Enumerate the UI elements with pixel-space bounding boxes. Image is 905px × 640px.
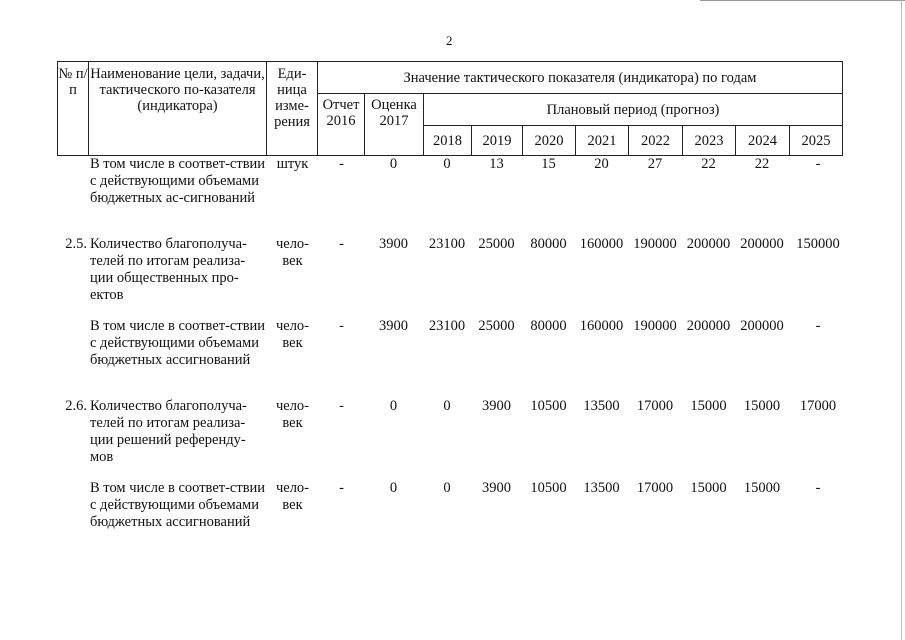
header-plan-period: Плановый период (прогноз) bbox=[424, 94, 843, 126]
value-2022: 190000 bbox=[633, 318, 677, 334]
value-2020: 10500 bbox=[530, 480, 567, 496]
indicator-name: В том числе в соответ-ствии с действующими объемами бюджетных ассигнований bbox=[90, 318, 266, 368]
value-2022: 27 bbox=[647, 156, 663, 172]
value-2021: 20 bbox=[594, 156, 609, 172]
value-2019: 25000 bbox=[478, 318, 515, 334]
value-2018: 0 bbox=[443, 480, 451, 496]
value-2020: 15 bbox=[541, 156, 556, 172]
value-2022: 17000 bbox=[636, 398, 674, 414]
value-2023: 22 bbox=[701, 156, 716, 172]
header-estimate: Оценка 2017 bbox=[365, 94, 424, 156]
value-2018: 23100 bbox=[428, 236, 466, 252]
header-year: 2020 bbox=[523, 126, 576, 156]
value-2025: 150000 bbox=[796, 236, 840, 252]
header-year: 2024 bbox=[736, 126, 790, 156]
value-2021: 160000 bbox=[579, 318, 624, 334]
value-2023: 15000 bbox=[690, 480, 727, 496]
value-2023: 200000 bbox=[686, 318, 731, 334]
value-2024: 200000 bbox=[740, 236, 784, 252]
value-2023: 15000 bbox=[690, 398, 727, 414]
value-2017: 0 bbox=[389, 480, 398, 496]
header-report: Отчет 2016 bbox=[318, 94, 365, 156]
value-2022: 190000 bbox=[633, 236, 677, 252]
value-2018: 0 bbox=[443, 156, 451, 172]
table-header bbox=[57, 61, 843, 156]
header-name: Наименование цели, задачи, тактического по-казателя (индикатора) bbox=[89, 62, 267, 156]
header-unit: Еди-ница изме-рения bbox=[267, 62, 318, 156]
value-2021: 13500 bbox=[583, 398, 620, 414]
header-year: 2022 bbox=[629, 126, 683, 156]
value-2020: 10500 bbox=[530, 398, 567, 414]
value-2025: - bbox=[815, 480, 821, 496]
header-year: 2023 bbox=[683, 126, 736, 156]
value-2016: - bbox=[339, 318, 344, 334]
scan-edge-line-right bbox=[901, 0, 902, 640]
row-number: 2.5. bbox=[65, 236, 87, 252]
value-2019: 13 bbox=[489, 156, 504, 172]
value-2017: 0 bbox=[389, 398, 398, 414]
header-year: 2021 bbox=[576, 126, 629, 156]
indicator-name: Количество благополуча-телей по итогам реализа-ции общественных про-ектов bbox=[90, 236, 247, 303]
header-value-title: Значение тактического показателя (индикатора) по годам bbox=[318, 62, 843, 94]
value-2016: - bbox=[339, 156, 344, 172]
unit: чело-век bbox=[275, 318, 310, 351]
page-number: 2 bbox=[446, 33, 453, 48]
indicator-name: Количество благополуча-телей по итогам реализа-ции решений референду-мов bbox=[90, 398, 247, 465]
value-2022: 17000 bbox=[636, 480, 674, 496]
header-year: 2018 bbox=[424, 126, 472, 156]
value-2021: 13500 bbox=[583, 480, 620, 496]
value-2016: - bbox=[339, 480, 344, 496]
value-2020: 80000 bbox=[530, 236, 567, 252]
header-year: 2019 bbox=[472, 126, 523, 156]
value-2024: 15000 bbox=[743, 398, 781, 414]
unit: чело-век bbox=[275, 480, 310, 513]
value-2019: 3900 bbox=[482, 398, 511, 414]
value-2019: 3900 bbox=[482, 480, 511, 496]
row-number: 2.6. bbox=[65, 398, 87, 414]
value-2021: 160000 bbox=[579, 236, 624, 252]
value-2020: 80000 bbox=[530, 318, 567, 334]
indicator-name: В том числе в соответ-ствии с действующими объемами бюджетных ас-сигнований bbox=[90, 156, 266, 206]
value-2018: 0 bbox=[443, 398, 451, 414]
unit: чело-век bbox=[275, 398, 310, 431]
unit: чело-век bbox=[275, 236, 310, 269]
header-year: 2025 bbox=[790, 126, 843, 156]
value-2016: - bbox=[339, 236, 344, 252]
value-2025: - bbox=[815, 318, 821, 334]
value-2024: 200000 bbox=[740, 318, 784, 334]
header-num: № п/п bbox=[58, 62, 89, 156]
value-2017: 3900 bbox=[379, 236, 408, 252]
value-2025: - bbox=[815, 156, 821, 172]
unit: штук bbox=[276, 156, 309, 172]
indicator-name: В том числе в соответ-ствии с действующими объемами бюджетных ассигнований bbox=[90, 480, 266, 530]
value-2017: 0 bbox=[389, 156, 398, 172]
value-2023: 200000 bbox=[686, 236, 731, 252]
scan-edge-line-top bbox=[700, 0, 905, 1]
value-2024: 15000 bbox=[743, 480, 781, 496]
value-2018: 23100 bbox=[428, 318, 466, 334]
value-2024: 22 bbox=[754, 156, 770, 172]
value-2019: 25000 bbox=[478, 236, 515, 252]
value-2025: 17000 bbox=[799, 398, 837, 414]
value-2016: - bbox=[339, 398, 344, 414]
value-2017: 3900 bbox=[379, 318, 408, 334]
